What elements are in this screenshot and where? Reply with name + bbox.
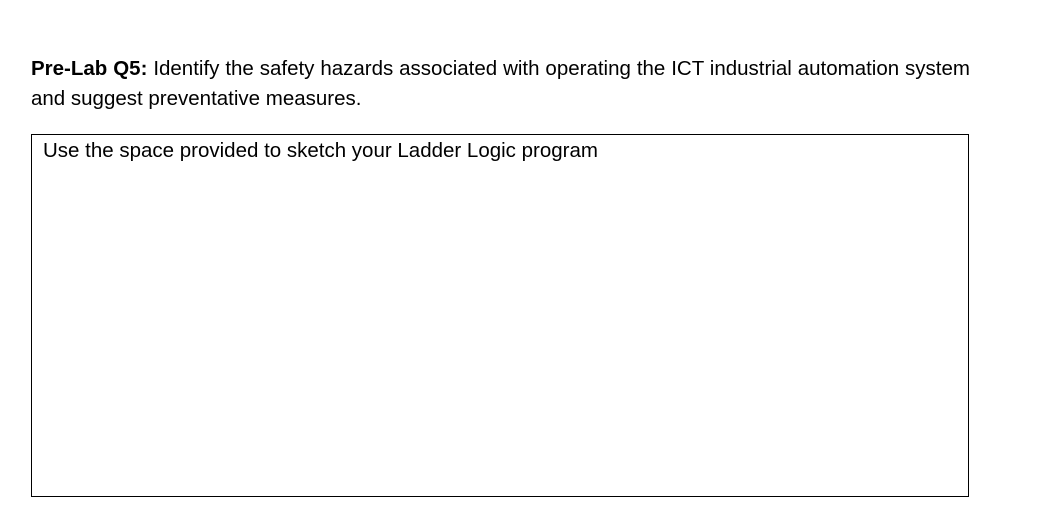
question-text: Identify the safety hazards associated with operating the ICT industrial automation system and suggest preventative measures. bbox=[31, 57, 970, 110]
answer-box[interactable] bbox=[31, 134, 969, 497]
question-label: Pre-Lab Q5: bbox=[31, 57, 148, 80]
answer-instruction: Use the space provided to sketch your Ladder Logic program bbox=[43, 139, 598, 162]
question-prompt bbox=[31, 54, 970, 114]
